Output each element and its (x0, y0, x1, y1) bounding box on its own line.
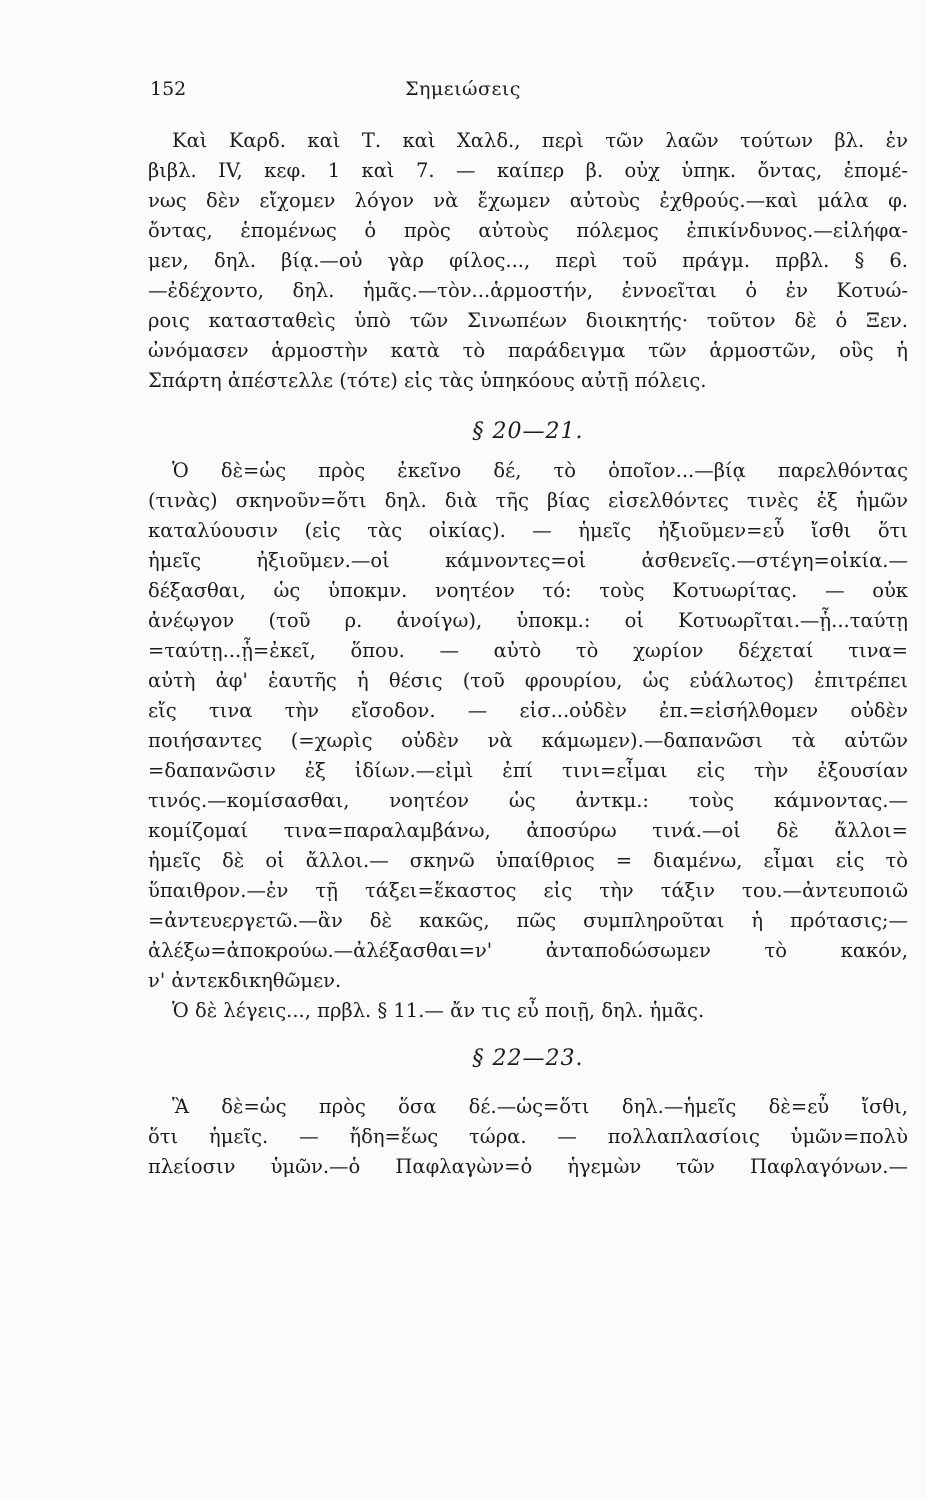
text-line: ροις κατασταθεὶς ὑπὸ τῶν Σινωπέων διοικητής· τοῦτον δὲ ὁ Ξεν. (148, 309, 908, 332)
running-title: Σημειώσεις (405, 78, 521, 100)
text-line: ἡμεῖς ἠξιοῦμεν.—οἱ κάμνοντες=οἱ ἀσθενεῖς.—στέγη=οἰκία.— (148, 549, 908, 572)
text-line: βιβλ. IV, κεφ. 1 καὶ 7. — καίπερ β. οὐχ ὑπηκ. ὄντας, ἑπομέ- (148, 159, 908, 182)
text-line: =ταύτῃ...ᾗ=ἐκεῖ, ὅπου. — αὐτὸ τὸ χωρίον δέχεταί τινα= (148, 639, 908, 662)
text-line: ὠνόμασεν ἁρμοστὴν κατὰ τὸ παράδειγμα τῶν ἁρμοστῶν, οὓς ἡ (148, 339, 908, 362)
text-line: =δαπανῶσιν ἐξ ἰδίων.—εἰμὶ ἐπί τινι=εἶμαι εἰς τὴν ἐξουσίαν (148, 759, 908, 782)
text-line: ἀλέξω=ἀποκρούω.—ἀλέξασθαι=ν' ἀνταποδώσωμεν τὸ κακόν, (148, 939, 908, 962)
text-line: Ὁ δὲ λέγεις..., πρβλ. § 11.— ἄν τις εὖ ποιῇ, δηλ. ἡμᾶς. (172, 999, 705, 1022)
text-line: πλείοσιν ὑμῶν.—ὁ Παφλαγὼν=ὁ ἡγεμὼν τῶν Παφλαγόνων.— (148, 1155, 908, 1178)
text-line: ὕπαιθρον.—ἐν τῇ τάξει=ἕκαστος εἰς τὴν τάξιν του.—ἀντευποιῶ (148, 879, 908, 902)
text-line: καταλύουσιν (εἰς τὰς οἰκίας). — ἡμεῖς ἠξιοῦμεν=εὖ ἴσθι ὅτι (148, 519, 908, 542)
page-header (150, 78, 776, 108)
text-line: Καὶ Καρδ. καὶ Τ. καὶ Χαλδ., περὶ τῶν λαῶν τούτων βλ. ἐν (172, 129, 908, 152)
text-line: Ἃ δὲ=ὡς πρὸς ὅσα δέ.—ὡς=ὅτι δηλ.—ἡμεῖς δὲ=εὖ ἴσθι, (172, 1095, 908, 1118)
text-line: κομίζομαί τινα=παραλαμβάνω, ἀποσύρω τινά.—οἱ δὲ ἄλλοι= (148, 819, 908, 842)
text-line: αὐτὴ ἀφ' ἑαυτῆς ἡ θέσις (τοῦ φρουρίου, ὡς εὐάλωτος) ἐπιτρέπει (148, 669, 908, 692)
text-line: Σπάρτη ἀπέστελλε (τότε) εἰς τὰς ὑπηκόους αὐτῇ πόλεις. (148, 369, 707, 392)
text-line: (τινὰς) σκηνοῦν=ὅτι δηλ. διὰ τῆς βίας εἰσελθόντες τινὲς ἐξ ἡμῶν (148, 489, 908, 512)
text-line: μεν, δηλ. βίᾳ.—οὐ γὰρ φίλος..., περὶ τοῦ πράγμ. πρβλ. § 6. (148, 249, 908, 272)
text-line: ποιήσαντες (=χωρὶς οὐδὲν νὰ κάμωμεν).—δαπανῶσι τὰ αὑτῶν (148, 729, 908, 752)
text-line: —ἐδέχοντο, δηλ. ἡμᾶς.—τὸν...ἁρμοστήν, ἐννοεῖται ὁ ἐν Κοτυώ- (148, 279, 908, 302)
notes-body (148, 126, 908, 1182)
text-line: νως δὲν εἴχομεν λόγον νὰ ἔχωμεν αὐτοὺς ἐχθρούς.—καὶ μάλα φ. (148, 189, 908, 212)
text-line: δέξασθαι, ὡς ὑποκμν. νοητέον τό: τοὺς Κοτυωρίτας. — οὐκ (148, 579, 908, 602)
text-line: ὅτι ἡμεῖς. — ἤδη=ἕως τώρα. — πολλαπλασίοις ὑμῶν=πολὺ (148, 1125, 908, 1148)
page-number: 152 (150, 78, 187, 100)
text-line: ἀνέῳγον (τοῦ ρ. ἀνοίγω), ὑποκμ.: οἱ Κοτυωρῖται.—ᾗ...ταύτῃ (148, 609, 908, 632)
text-line: εἴς τινα τὴν εἴσοδον. — εἰσ...οὐδὲν ἐπ.=εἰσήλθομεν οὐδὲν (148, 699, 908, 722)
section-heading: § 20—21. (472, 419, 584, 444)
text-line: Ὁ δὲ=ὡς πρὸς ἐκεῖνο δέ, τὸ ὁποῖον...—βίᾳ παρελθόντας (172, 459, 908, 482)
section-heading: § 22—23. (472, 1046, 584, 1071)
text-line: ὄντας, ἑπομένως ὁ πρὸς αὐτοὺς πόλεμος ἐπικίνδυνος.—εἰλήφα- (148, 219, 908, 242)
text-line: =ἀντευεργετῶ.—ἂν δὲ κακῶς, πῶς συμπληροῦται ἡ πρότασις;— (148, 909, 908, 932)
text-line: ἡμεῖς δὲ οἱ ἄλλοι.— σκηνῶ ὑπαίθριος = διαμένω, εἶμαι εἰς τὸ (148, 849, 908, 872)
text-line: ν' ἀντεκδικηθῶμεν. (148, 969, 342, 992)
text-line: τινός.—κομίσασθαι, νοητέον ὡς ἀντκμ.: τοὺς κάμνοντας.— (148, 789, 908, 812)
